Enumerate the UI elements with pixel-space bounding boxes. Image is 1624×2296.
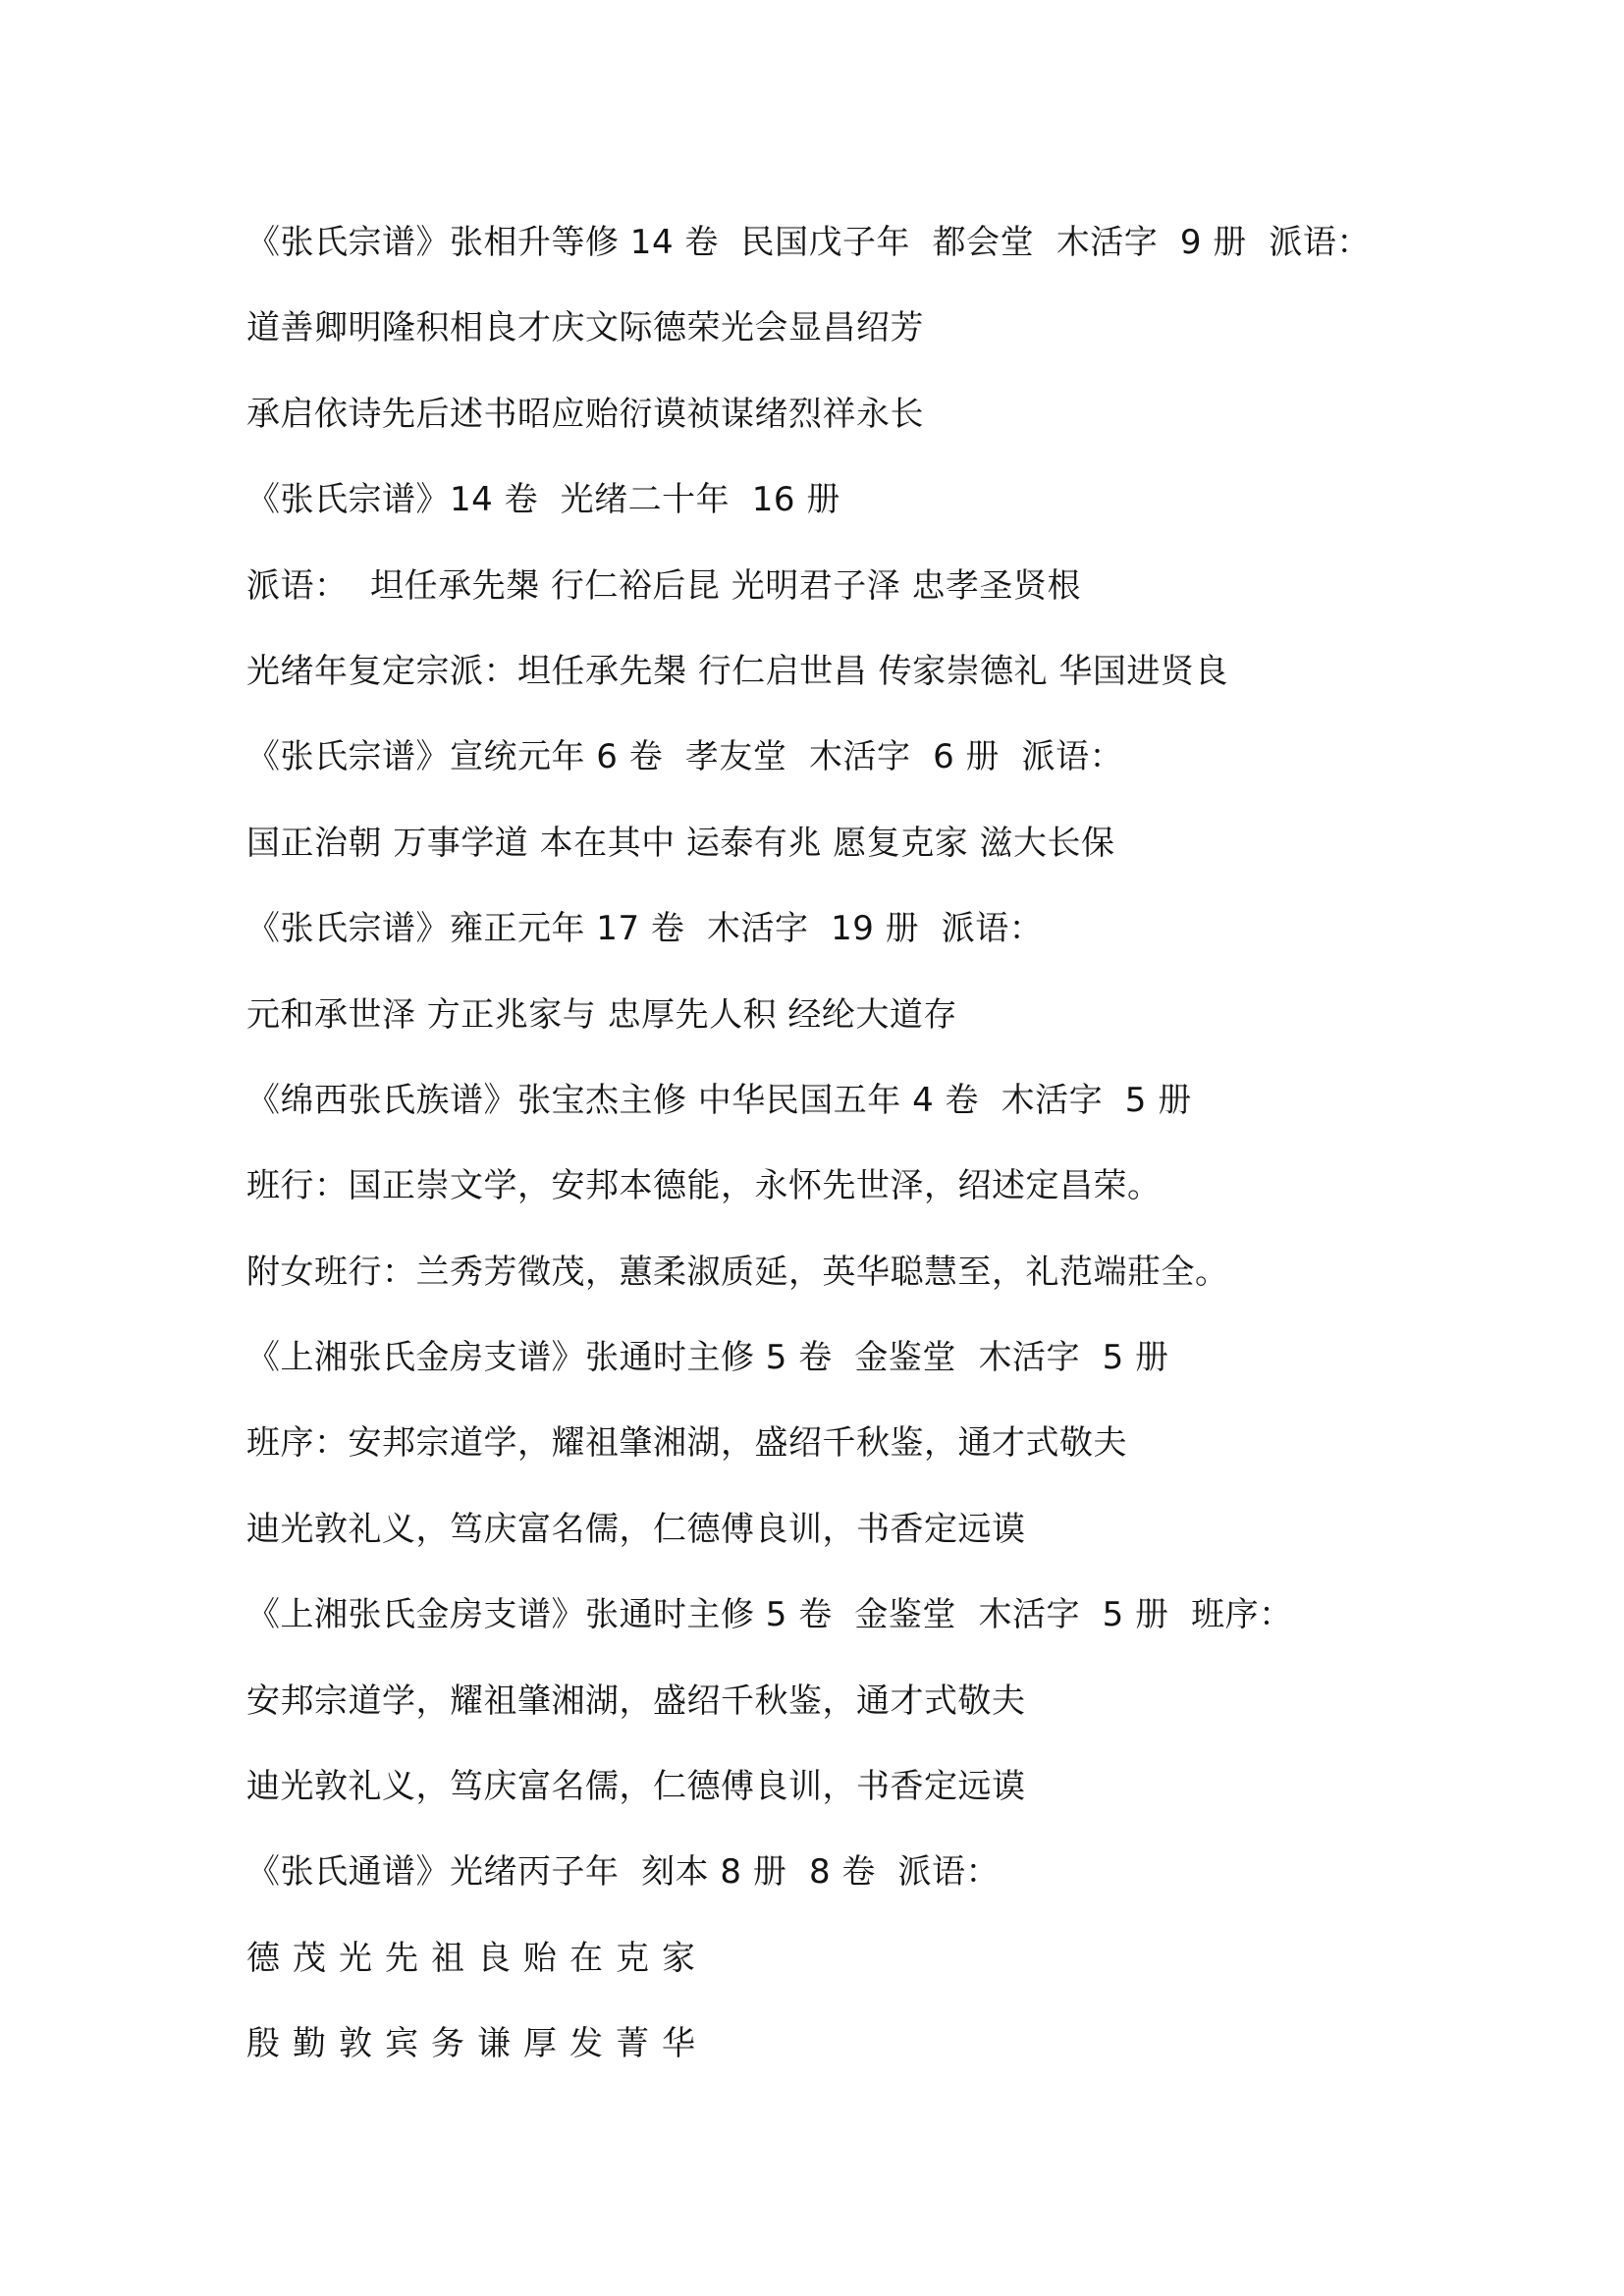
text-line: 《张氏宗谱》张相升等修 14 卷 民国戊子年 都会堂 木活字 9 册 派语： (246, 223, 1371, 262)
text-line: 《张氏宗谱》14 卷 光绪二十年 16 册 (246, 480, 840, 520)
document-body (246, 213, 1484, 2101)
text-line: 《绵西张氏族谱》张宝杰主修 中华民国五年 4 卷 木活字 5 册 (246, 1080, 1192, 1120)
text-line: 派语： 坦任承先槼 行仁裕后昆 光明君子泽 忠孝圣贤根 (246, 565, 1082, 606)
text-line: 安邦宗道学，耀祖肇湘湖，盛绍千秋鉴，通才式敬夫 (246, 1681, 1026, 1721)
text-line: 承启依诗先后述书昭应贻衍谟祯谋绪烈祥永长 (246, 394, 924, 434)
text-line: 附女班行：兰秀芳徵茂，蕙柔淑质延，英华聪慧至，礼范端莊全。 (246, 1252, 1229, 1292)
text-line: 班序：安邦宗道学，耀祖肇湘湖，盛绍千秋鉴，通才式敬夫 (246, 1423, 1127, 1464)
text-line: 道善卿明隆积相良才庆文际德荣光会显昌绍芳 (246, 308, 924, 348)
text-line: 元和承世泽 方正兆家与 忠厚先人积 经纶大道存 (246, 994, 957, 1035)
text-line: 《张氏宗谱》雍正元年 17 卷 木活字 19 册 派语： (246, 909, 1044, 949)
text-line: 殷勤敦宾务谦厚发菁华 (246, 2024, 708, 2064)
text-line: 《上湘张氏金房支谱》张通时主修 5 卷 金鉴堂 木活字 5 册 (246, 1338, 1169, 1378)
text-line: 《张氏宗谱》宣统元年 6 卷 孝友堂 木活字 6 册 派语： (246, 737, 1124, 777)
text-line: 国正治朝 万事学道 本在其中 运泰有兆 愿复克家 滋大长保 (246, 823, 1115, 863)
text-line: 《张氏通谱》光绪丙子年 刻本 8 册 8 卷 派语： (246, 1852, 1001, 1893)
text-line: 光绪年复定宗派：坦任承先槼 行仁启世昌 传家崇德礼 华国进贤良 (246, 651, 1228, 691)
text-line: 迪光敦礼义，笃庆富名儒，仁德傅良训，书香定远谟 (246, 1767, 1026, 1807)
text-line: 迪光敦礼义，笃庆富名儒，仁德傅良训，书香定远谟 (246, 1509, 1026, 1549)
text-line: 德茂光先祖良贻在克家 (246, 1938, 708, 1978)
text-line: 班行：国正崇文学，安邦本德能，永怀先世泽，绍述定昌荣。 (246, 1166, 1162, 1206)
text-line: 《上湘张氏金房支谱》张通时主修 5 卷 金鉴堂 木活字 5 册 班序： (246, 1595, 1293, 1635)
